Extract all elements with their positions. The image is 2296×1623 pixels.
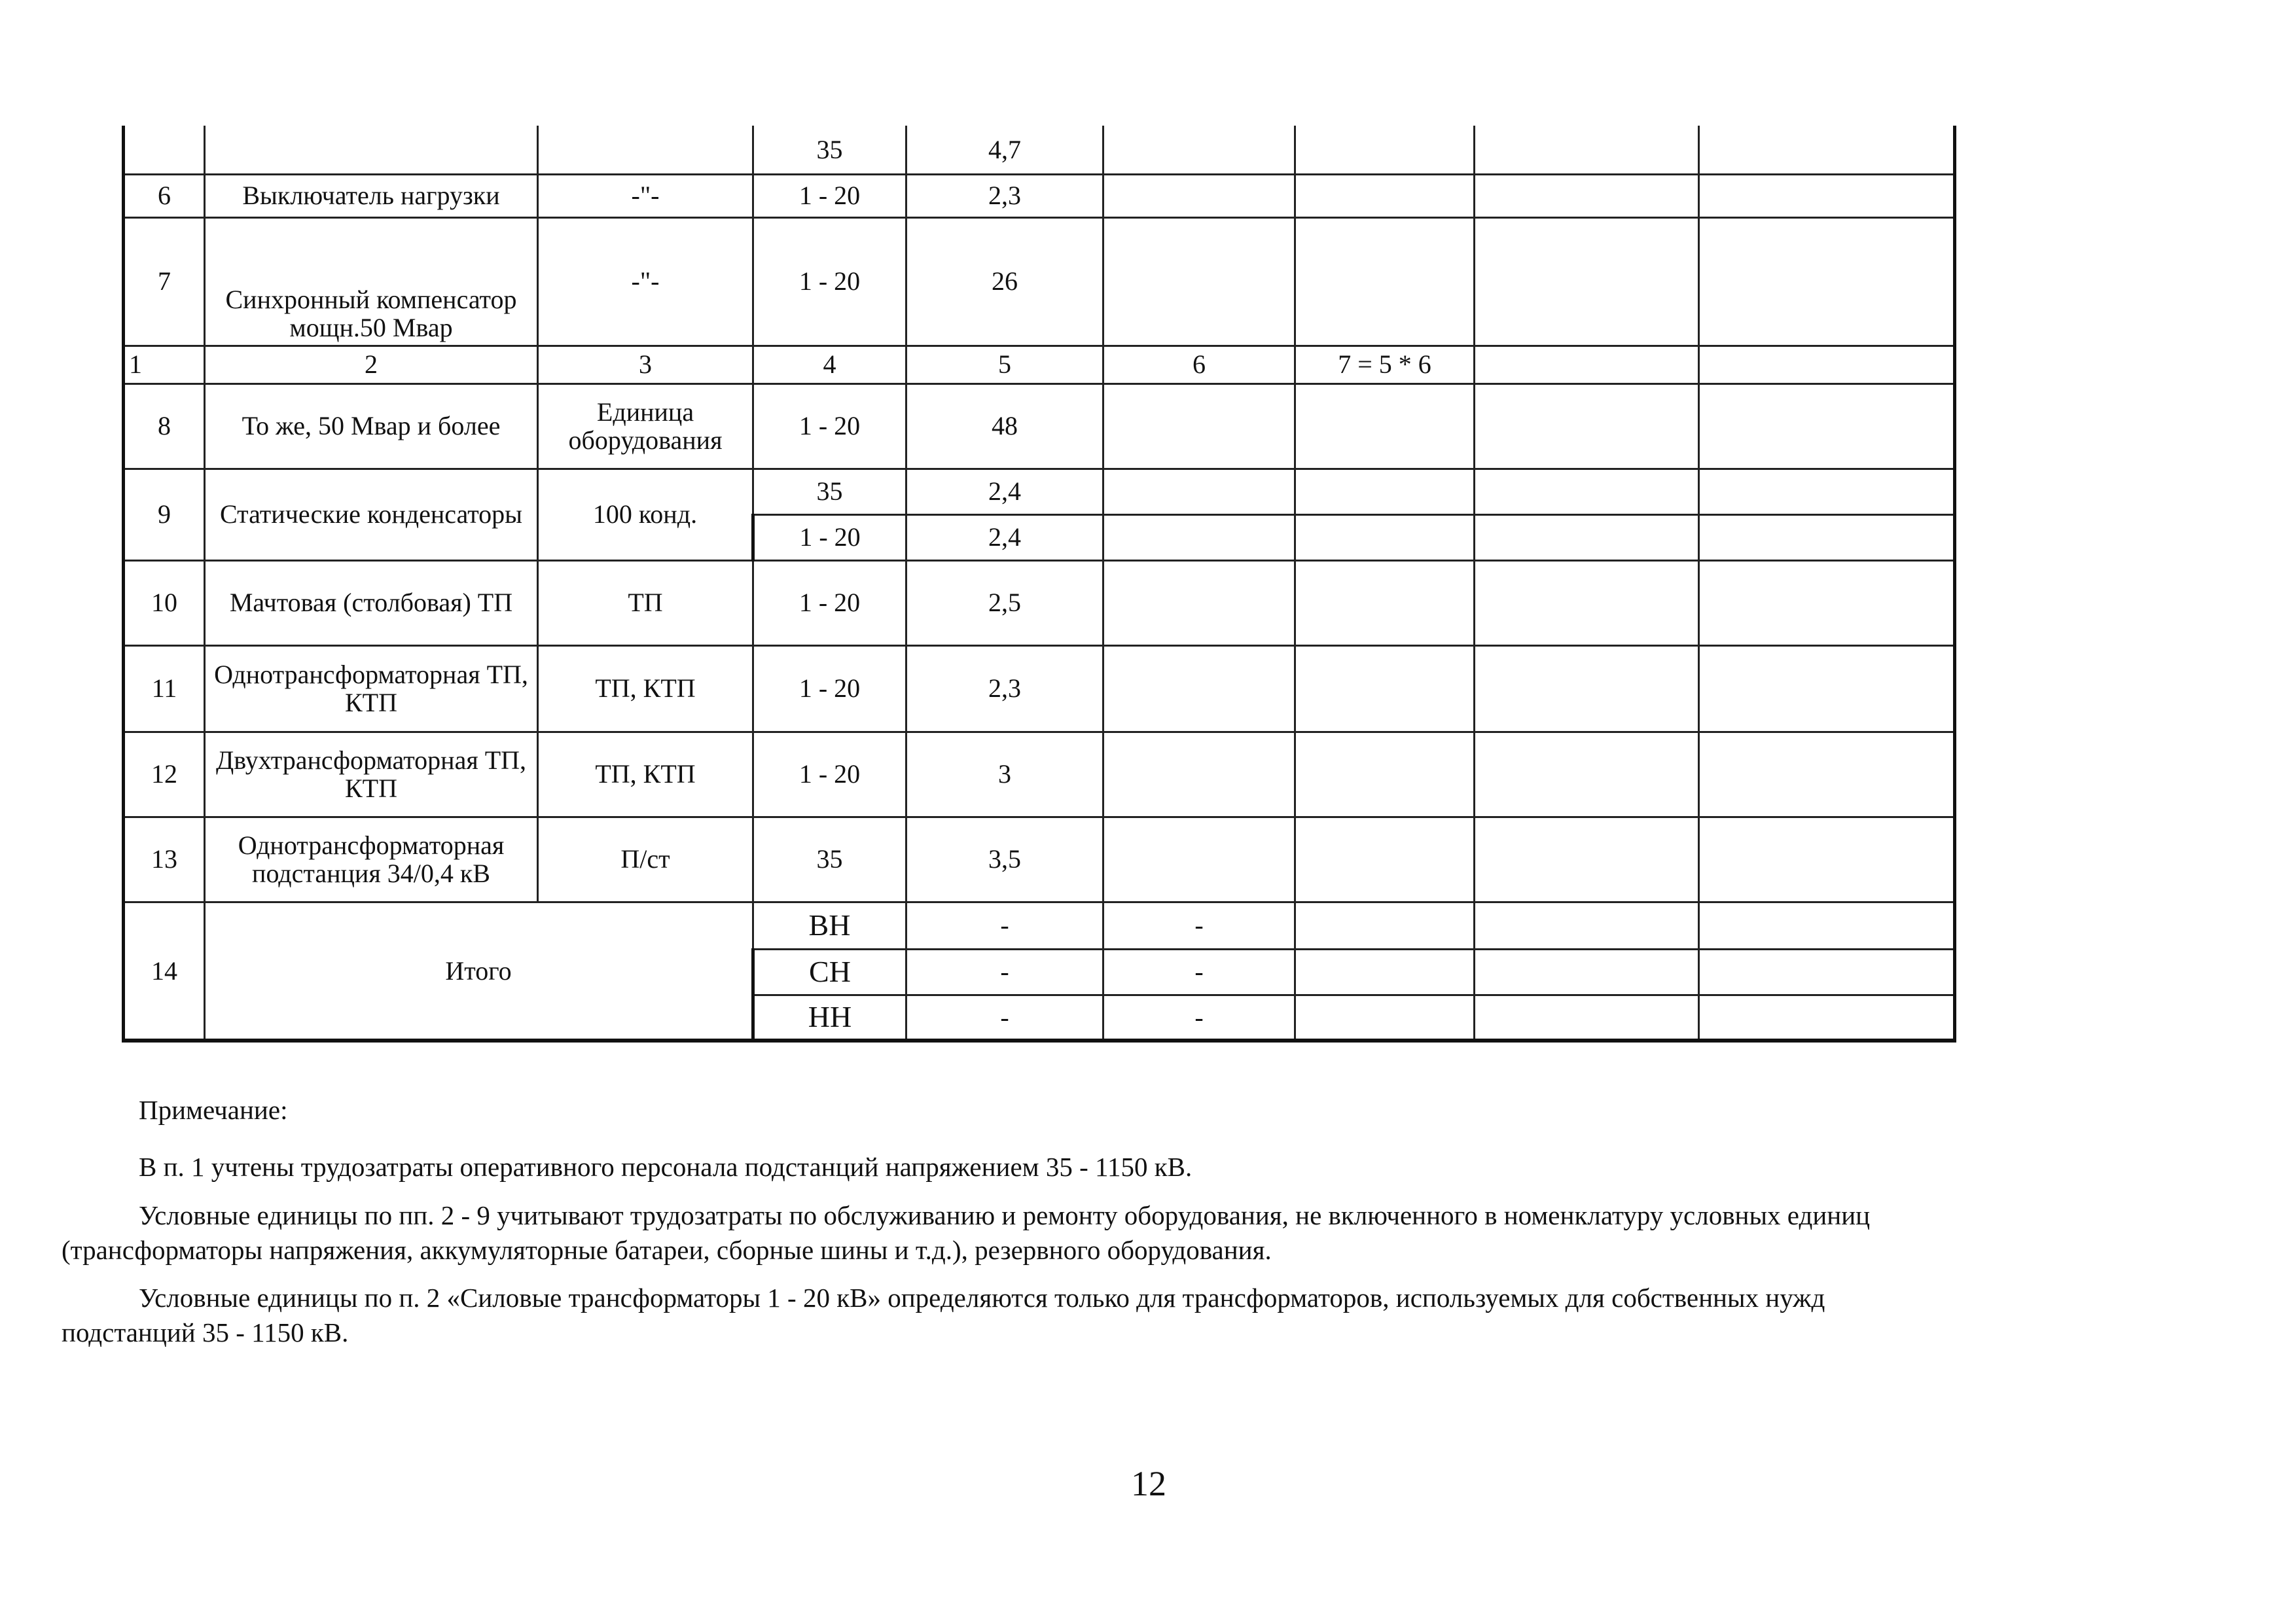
unit-cell: ТП, КТП bbox=[538, 732, 753, 817]
row-number: 8 bbox=[124, 383, 205, 469]
column-number: 1 bbox=[124, 346, 205, 383]
equipment-name: Выключатель нагрузки bbox=[205, 174, 538, 217]
column-number: 6 bbox=[1103, 346, 1295, 383]
unit-cell: ТП bbox=[538, 560, 753, 645]
value-cell: - bbox=[1103, 949, 1295, 995]
value-cell: 2,4 bbox=[906, 514, 1103, 560]
equipment-name: Однотрансформаторная подстанция 34/0,4 кВ bbox=[205, 817, 538, 902]
equipment-name: Статические конденсаторы bbox=[205, 469, 538, 560]
row-number: 13 bbox=[124, 817, 205, 902]
voltage-level: СН bbox=[753, 949, 906, 995]
value-cell: 26 bbox=[906, 217, 1103, 346]
unit-cell: 100 конд. bbox=[538, 469, 753, 560]
row-number: 11 bbox=[124, 645, 205, 732]
table-row bbox=[124, 732, 1955, 817]
unit-cell: ТП, КТП bbox=[538, 645, 753, 732]
column-number: 4 bbox=[753, 346, 906, 383]
row-number: 10 bbox=[124, 560, 205, 645]
row-number: 14 bbox=[124, 902, 205, 1041]
value-cell: 2,3 bbox=[906, 174, 1103, 217]
equipment-name: Мачтовая (столбовая) ТП bbox=[205, 560, 538, 645]
value-cell: 4,7 bbox=[906, 126, 1103, 174]
voltage-level: НН bbox=[753, 995, 906, 1041]
table-row bbox=[124, 174, 1955, 217]
row-number: 7 bbox=[124, 217, 205, 346]
notes-heading: Примечание: bbox=[139, 1095, 288, 1125]
table-row bbox=[124, 383, 1955, 469]
column-number: 7 = 5 * 6 bbox=[1295, 346, 1475, 383]
voltage-cell: 1 - 20 bbox=[753, 174, 906, 217]
value-cell: 3 bbox=[906, 732, 1103, 817]
voltage-cell: 1 - 20 bbox=[753, 514, 906, 560]
equipment-table bbox=[122, 126, 1956, 1043]
table-row bbox=[124, 645, 1955, 732]
table-row bbox=[124, 469, 1955, 514]
unit-cell: -"- bbox=[538, 217, 753, 346]
voltage-cell: 35 bbox=[753, 126, 906, 174]
equipment-name: То же, 50 Мвар и более bbox=[205, 383, 538, 469]
value-cell: 2,3 bbox=[906, 645, 1103, 732]
value-cell: 48 bbox=[906, 383, 1103, 469]
voltage-level: ВН bbox=[753, 902, 906, 949]
note-paragraph: Условные единицы по п. 2 «Силовые трансформаторы 1 - 20 кВ» определяются только для трансформаторов, используемых для собственных нужд подстанций 35 - 1150 кВ. bbox=[62, 1283, 1825, 1348]
equipment-name: Однотрансформаторная ТП, КТП bbox=[205, 645, 538, 732]
value-cell: - bbox=[906, 949, 1103, 995]
table-row bbox=[124, 217, 1955, 346]
row-number: 12 bbox=[124, 732, 205, 817]
value-cell: - bbox=[1103, 902, 1295, 949]
unit-cell: П/ст bbox=[538, 817, 753, 902]
unit-cell: Единица оборудования bbox=[538, 383, 753, 469]
value-cell: 3,5 bbox=[906, 817, 1103, 902]
voltage-cell: 35 bbox=[753, 469, 906, 514]
value-cell: 2,4 bbox=[906, 469, 1103, 514]
note-paragraph: Условные единицы по пп. 2 - 9 учитывают трудозатраты по обслуживанию и ремонту оборудования, не включенного в номенклатуру условных единиц (трансформаторы напряжения, аккумуляторные батареи, сборные шины и т.д.), резервного оборудования. bbox=[62, 1200, 1871, 1265]
voltage-cell: 1 - 20 bbox=[753, 560, 906, 645]
voltage-cell: 1 - 20 bbox=[753, 383, 906, 469]
voltage-cell: 35 bbox=[753, 817, 906, 902]
value-cell: - bbox=[906, 902, 1103, 949]
table-row bbox=[124, 817, 1955, 902]
equipment-name: Синхронный компенсатор мощн.50 Мвар bbox=[205, 217, 538, 346]
page-number: 12 bbox=[1131, 1464, 1166, 1503]
column-numbers-row bbox=[124, 346, 1955, 383]
row-number: 6 bbox=[124, 174, 205, 217]
unit-cell: -"- bbox=[538, 174, 753, 217]
value-cell: - bbox=[906, 995, 1103, 1041]
table-row bbox=[124, 560, 1955, 645]
column-number: 2 bbox=[205, 346, 538, 383]
row-number: 9 bbox=[124, 469, 205, 560]
total-label: Итого bbox=[205, 902, 753, 1041]
column-number: 3 bbox=[538, 346, 753, 383]
voltage-cell: 1 - 20 bbox=[753, 732, 906, 817]
column-number: 5 bbox=[906, 346, 1103, 383]
value-cell: - bbox=[1103, 995, 1295, 1041]
value-cell: 2,5 bbox=[906, 560, 1103, 645]
note-paragraph: В п. 1 учтены трудозатраты оперативного персонала подстанций напряжением 35 - 1150 кВ. bbox=[139, 1152, 1193, 1183]
notes-section bbox=[62, 1093, 1958, 1364]
voltage-cell: 1 - 20 bbox=[753, 217, 906, 346]
voltage-cell: 1 - 20 bbox=[753, 645, 906, 732]
equipment-name: Двухтрансформаторная ТП, КТП bbox=[205, 732, 538, 817]
table-row bbox=[124, 126, 1955, 174]
total-row bbox=[124, 902, 1955, 949]
